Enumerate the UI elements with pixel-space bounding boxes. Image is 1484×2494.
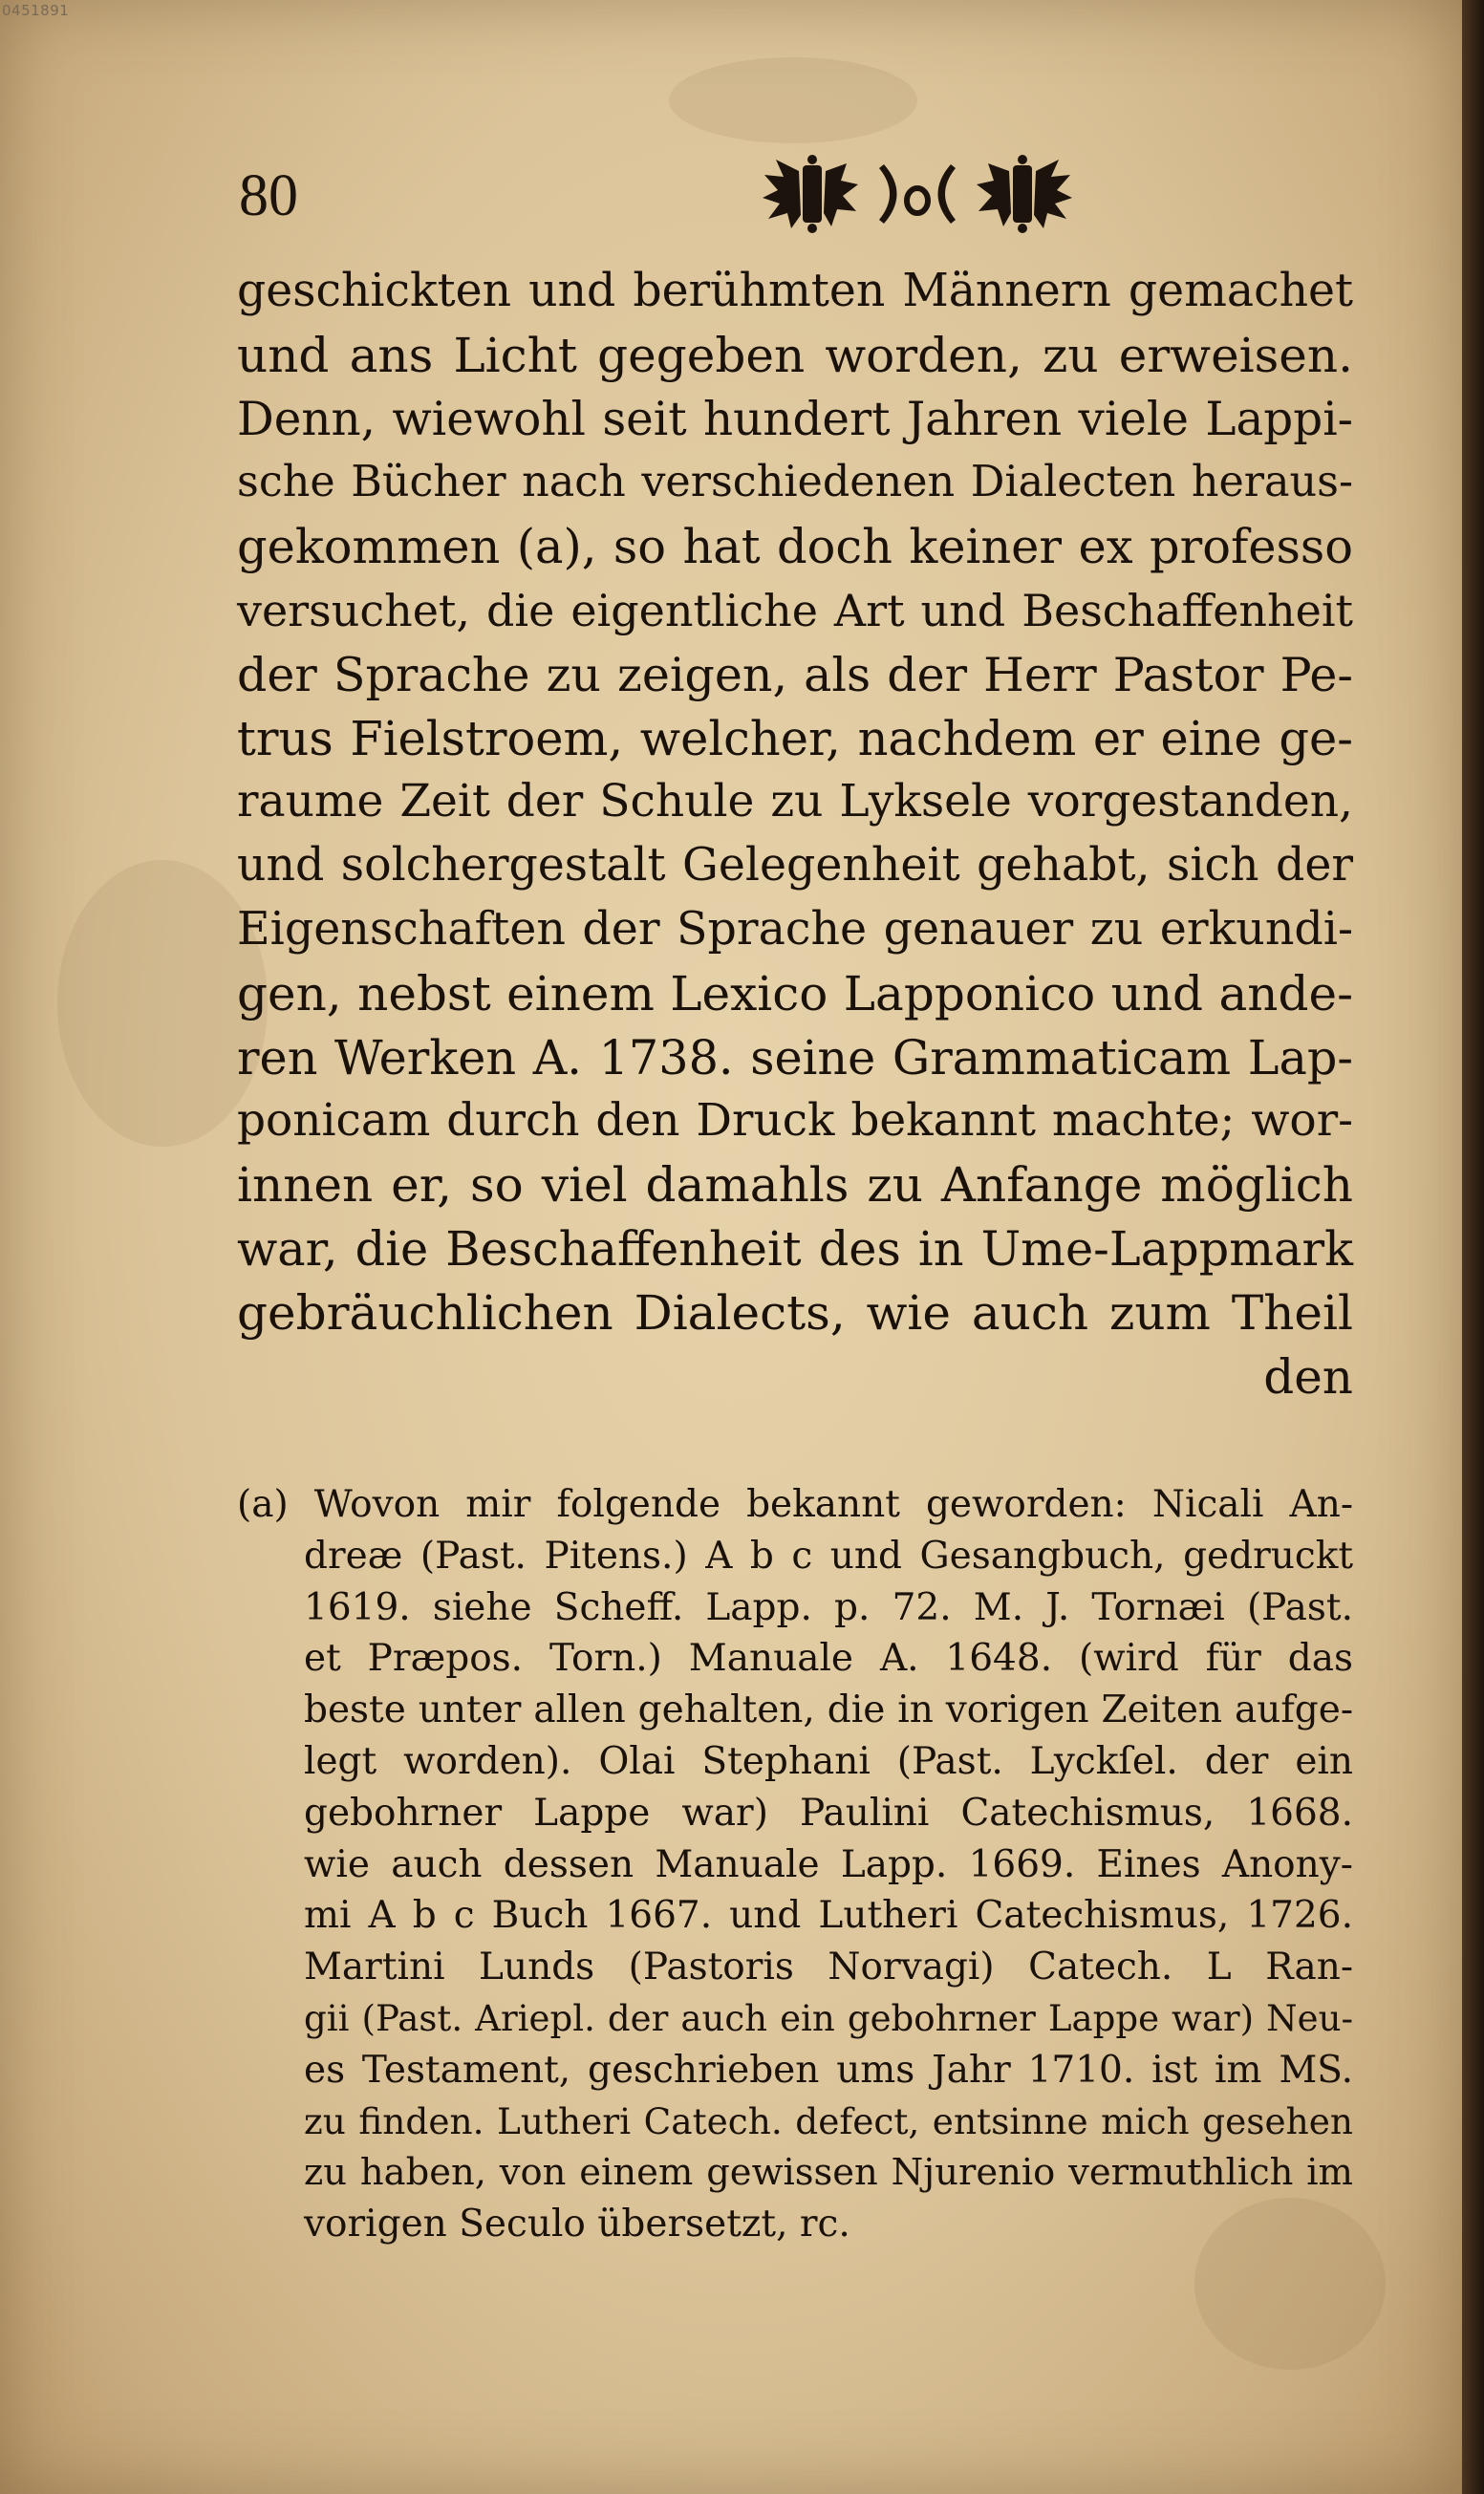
text-line: und ans Licht gegeben worden, zu erweisen. bbox=[237, 327, 1353, 383]
text-line: gekommen (a), so hat doch keiner ex professo bbox=[237, 519, 1353, 575]
footnote-line: wie auch dessen Manuale Lapp. 1669. Eines Anony- bbox=[304, 1842, 1353, 1886]
text-line: versuchet, die eigentliche Art und Beschaffenheit bbox=[237, 584, 1353, 636]
text-line: war, die Beschaffenheit des in Ume-Lappmark bbox=[237, 1220, 1353, 1277]
page-number: 80 bbox=[239, 163, 298, 228]
text-line: raume Zeit der Schule zu Lyksele vorgestanden, bbox=[237, 775, 1353, 828]
text-line: Denn, wiewohl seit hundert Jahren viele Lappi- bbox=[237, 392, 1353, 446]
footnote-line: vorigen Seculo übersetzt, rc. bbox=[304, 2203, 850, 2247]
text-line: trus Fielstroem, welcher, nachdem er eine ge- bbox=[237, 710, 1353, 766]
text-line: ponicam durch den Druck bekannt machte; wor- bbox=[237, 1094, 1353, 1148]
footnote-line: zu haben, von einem gewissen Njurenio vermuthlich im bbox=[304, 2151, 1353, 2195]
footnote-line: Martini Lunds (Pastoris Norvagi) Catech. L Ran- bbox=[304, 1946, 1353, 1989]
footnote-line: 1619. siehe Scheff. Lapp. p. 72. M. J. Tornæi (Past. bbox=[304, 1585, 1353, 1629]
text-line: und solchergestalt Gelegenheit gehabt, sich der bbox=[237, 839, 1353, 892]
catalog-id: 0451891 bbox=[2, 2, 70, 19]
text-line: geschickten und berühmten Männern gemachet bbox=[237, 265, 1353, 317]
footnote bbox=[237, 1479, 1353, 2250]
text-line: der Sprache zu zeigen, als der Herr Pastor Pe- bbox=[237, 646, 1353, 702]
footnote-line: legt worden). Olai Stephani (Past. Lyckſel. der ein bbox=[304, 1739, 1353, 1783]
paper-stain bbox=[669, 57, 917, 143]
footnote-line: zu finden. Lutheri Catech. defect, entsinne mich gesehen bbox=[304, 2099, 1353, 2142]
footnote-line: gebohrner Lappe war) Paulini Catechismus, 1668. bbox=[304, 1791, 1353, 1835]
binding-edge bbox=[1462, 0, 1484, 2494]
footnote-line: (a) Wovon mir folgende bekannt geworden: Nicali An- bbox=[237, 1483, 1353, 1526]
text-line: innen er, so viel damahls zu Anfange möglich bbox=[237, 1157, 1353, 1214]
catchword: den bbox=[1263, 1348, 1353, 1405]
footnote-line: mi A b c Buch 1667. und Lutheri Catechismus, 1726. bbox=[304, 1894, 1353, 1938]
text-line: sche Bücher nach verschiedenen Dialecten heraus- bbox=[237, 458, 1353, 507]
main-text bbox=[237, 260, 1353, 1408]
paper-stain bbox=[57, 860, 268, 1147]
footnote-line: dreæ (Past. Pitens.) A b c und Gesangbuch, gedruckt bbox=[304, 1534, 1353, 1578]
footnote-line: et Præpos. Torn.) Manuale A. 1648. (wird für das bbox=[304, 1637, 1353, 1681]
page-header bbox=[239, 143, 1357, 248]
text-line: ren Werken A. 1738. seine Grammaticam Lap- bbox=[237, 1029, 1353, 1086]
text-line: Eigenschaften der Sprache genauer zu erkundi- bbox=[237, 902, 1353, 956]
ornament-header-icon bbox=[554, 151, 1280, 237]
footnote-line: beste unter allen gehalten, die in vorigen Zeiten aufge- bbox=[304, 1688, 1353, 1732]
footnote-line: gii (Past. Ariepl. der auch ein gebohrner Lappe war) Neu- bbox=[304, 1997, 1353, 2039]
text-line: gen, nebst einem Lexico Lapponico und ande- bbox=[237, 965, 1353, 1021]
text-line: gebräuchlichen Dialects, wie auch zum Theil bbox=[237, 1284, 1353, 1341]
footnote-line: es Testament, geschrieben ums Jahr 1710. ist im MS. bbox=[304, 2048, 1353, 2092]
